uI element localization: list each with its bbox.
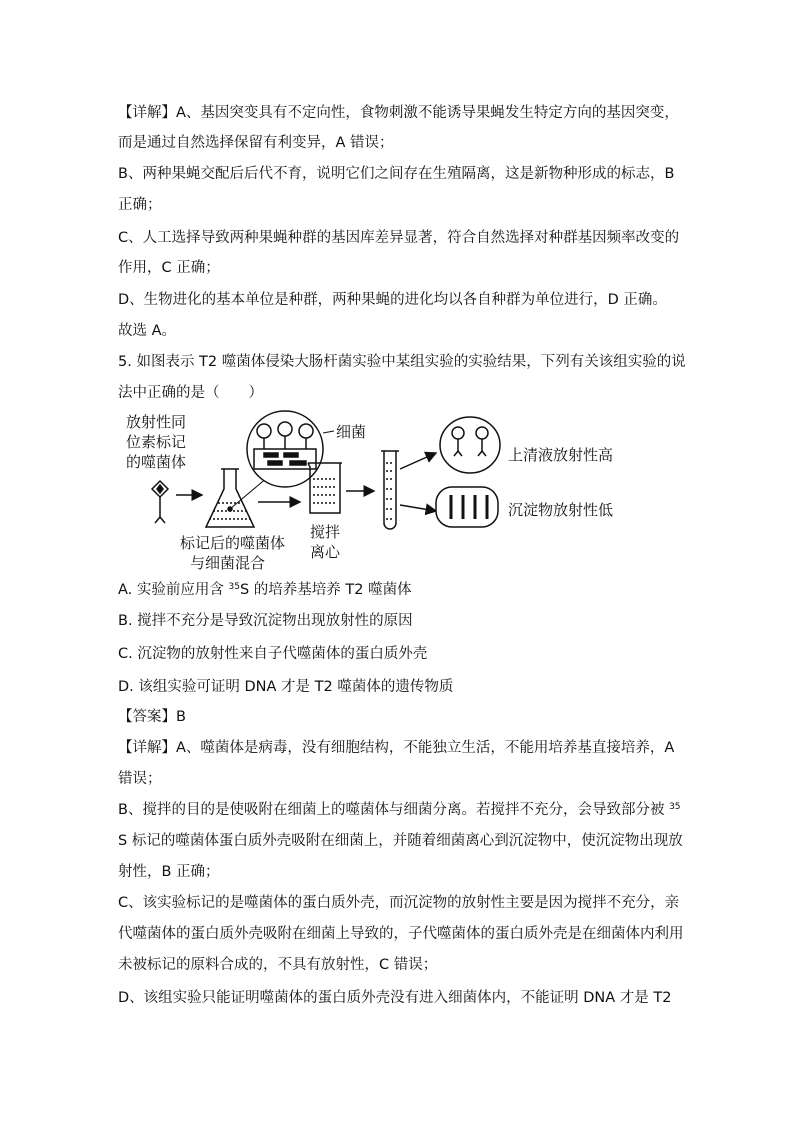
diagram-label-mix: 标记后的噬菌体 — [180, 534, 286, 552]
detail-line: 作用，C 正确； — [118, 260, 220, 276]
diagram-label-mix: 与细菌混合 — [190, 554, 266, 572]
detail-line: 而是通过自然选择保留有利变异，A 错误； — [118, 135, 394, 151]
detail-line: B、两种果蝇交配后后代不育，说明它们之间存在生殖隔离，这是新物种形成的标志，B — [118, 166, 675, 182]
diagram-label-source: 位素标记 — [126, 433, 187, 451]
diagram-label-stir: 离心 — [310, 543, 341, 561]
detail-line: D、该组实验只能证明噬菌体的蛋白质外壳没有进入细菌体内，不能证明 DNA 才是 T2 — [118, 990, 672, 1006]
superscript: 35 — [669, 802, 681, 812]
detail-line — [118, 800, 681, 820]
detail-text: B、搅拌的目的是使吸附在细菌上的噬菌体与细菌分离。若搅拌不充分，会导致部分被 — [118, 802, 670, 818]
diagram-label-sediment: 沉淀物放射性低 — [508, 501, 614, 519]
option-a — [118, 580, 412, 600]
sediment-bacteria-icon — [436, 487, 498, 527]
detail-line: 故选 A。 — [118, 323, 177, 339]
diagram-label-bacteria: 细菌 — [336, 423, 367, 441]
detail-line: 【详解】A、基因突变具有不定向性，食物刺激不能诱导果蝇发生特定方向的基因突变， — [118, 105, 679, 121]
detail-line: S 标记的噬菌体蛋白质外壳吸附在细菌上，并随着细菌离心到沉淀物中，使沉淀物出现放 — [118, 833, 683, 849]
experiment-diagram — [118, 405, 678, 575]
detail-line: 未被标记的原料合成的，不具有放射性，C 错误； — [118, 957, 438, 973]
option-d: D. 该组实验可证明 DNA 才是 T2 噬菌体的遗传物质 — [118, 679, 454, 695]
option-a-text: S 的培养基培养 T2 噬菌体 — [239, 582, 412, 598]
diagram-label-source: 的噬菌体 — [126, 453, 187, 471]
diagram-label-supernatant: 上清液放射性高 — [508, 446, 614, 464]
option-b: B. 搅拌不充分是导致沉淀物出现放射性的原因 — [118, 613, 413, 629]
magnified-bacteria-icon — [247, 411, 323, 487]
detail-line: C、该实验标记的是噬菌体的蛋白质外壳，而沉淀物的放射性主要是因为搅拌不充分，亲 — [118, 895, 680, 911]
option-a-text: A. 实验前应用含 — [118, 582, 229, 598]
detail-line: D、生物进化的基本单位是种群，两种果蝇的进化均以各自种群为单位进行，D 正确。 — [118, 292, 667, 308]
diagram-label-source: 放射性同 — [126, 413, 187, 431]
detail-line: 【详解】A、噬菌体是病毒，没有细胞结构，不能独立生活，不能用培养基直接培养，A — [118, 740, 675, 756]
supernatant-phages-icon — [440, 417, 500, 473]
diagram-label-stir: 搅拌 — [310, 523, 341, 541]
phage-icon — [152, 481, 168, 523]
superscript: 35 — [228, 582, 240, 592]
test-tube-icon — [381, 451, 399, 529]
flask-icon — [206, 469, 254, 527]
detail-line: 射性，B 正确； — [118, 864, 220, 880]
option-c: C. 沉淀物的放射性来自子代噬菌体的蛋白质外壳 — [118, 646, 428, 662]
question-line: 法中正确的是（ ） — [118, 385, 263, 401]
detail-line: 正确； — [118, 197, 162, 213]
question-line: 5. 如图表示 T2 噬菌体侵染大肠杆菌实验中某组实验的实验结果，下列有关该组实验的说 — [118, 354, 686, 370]
answer-line: 【答案】B — [118, 709, 186, 725]
detail-line: 代噬菌体的蛋白质外壳吸附在细菌上导致的，子代噬菌体的蛋白质外壳是在细菌体内利用 — [118, 926, 684, 942]
detail-line: C、人工选择导致两种果蝇种群的基因库差异显著，符合自然选择对种群基因频率改变的 — [118, 230, 680, 246]
detail-line: 错误； — [118, 771, 162, 787]
